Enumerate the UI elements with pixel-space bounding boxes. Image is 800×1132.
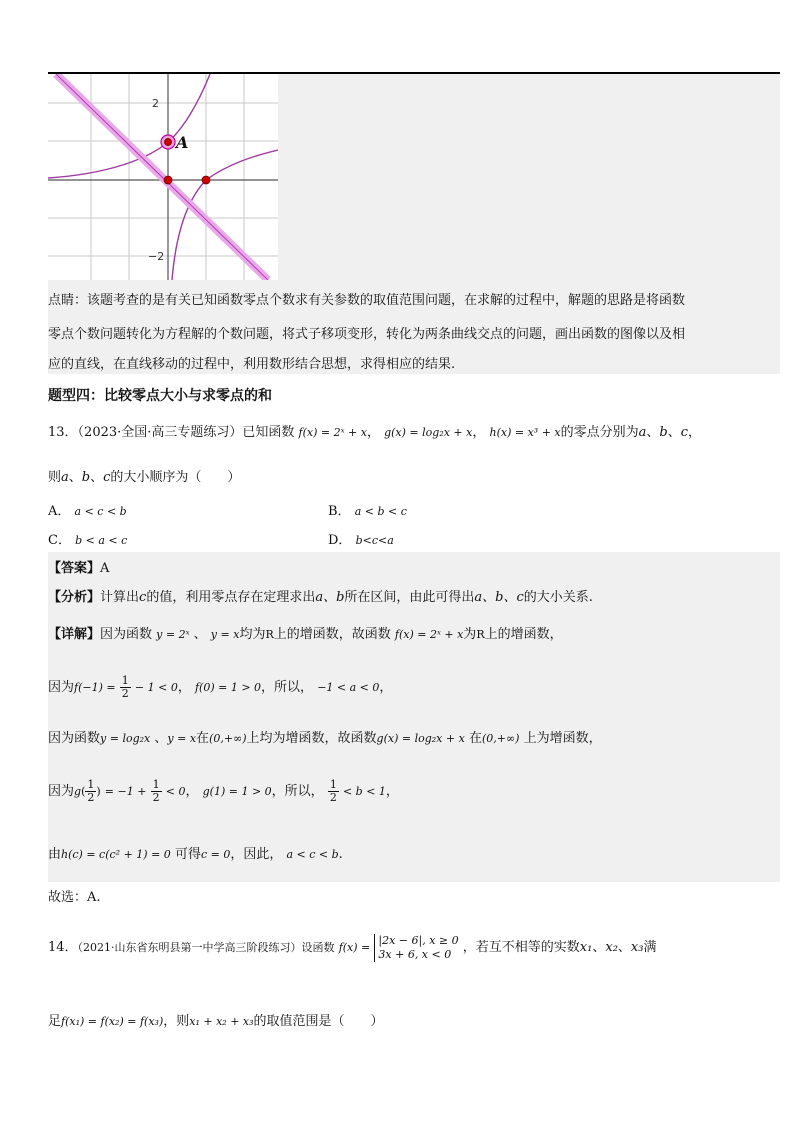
sep: 、 (592, 940, 606, 955)
detail-text: 上均为增函数，故函数 (246, 731, 377, 746)
detail-text: ，因此， (230, 847, 283, 862)
sep: 、 (68, 470, 82, 485)
var-c: c (103, 470, 111, 485)
piecewise-case-2: 3x + 6, x < 0 (378, 947, 452, 961)
answer-tag: 【答案】 (48, 561, 101, 576)
option-label: C． (48, 533, 71, 548)
q13-line2-post: 的大小顺序为（ ） (110, 470, 241, 485)
expr: x₁ + x₂ + x₃ (189, 1015, 254, 1028)
expr: g(x) = log₂x + x (376, 732, 465, 745)
hint-line-2: 零点个数问题转化为方程解的个数问题，将式子移项变形，转化为两条曲线交点的问题，画出函数的图像以及相 (48, 327, 686, 342)
expr: y = log₂x (100, 732, 151, 745)
tick-label-2: 2 (152, 97, 159, 110)
q13-line-2 (48, 469, 240, 487)
q13-line-1 (48, 424, 701, 442)
option-label: D． (328, 533, 352, 548)
option-label: B． (328, 504, 351, 519)
var-c: c (139, 590, 147, 605)
var-a: a (638, 425, 647, 440)
intersection-point-1 (164, 176, 172, 184)
expr: g(1) = 1 > 0 (202, 785, 272, 798)
denominator: 2 (87, 791, 95, 804)
sep: 、 (646, 425, 660, 440)
detail-text: 因为 (48, 784, 75, 799)
detail-text: ，所以， (271, 784, 324, 799)
sep: 、 (617, 940, 631, 955)
expr: f(0) = 1 > 0 (194, 681, 262, 694)
q13-g-def: g(x) = log₂x + x (384, 426, 473, 439)
detail-text: 上的增函数， (484, 627, 563, 642)
detail-text: 均为 (239, 627, 266, 642)
answer-value: A (100, 561, 110, 576)
detail-text: 可得 (174, 847, 201, 862)
function-graph (48, 74, 278, 280)
comma: ， (688, 425, 702, 440)
detail-line-5 (48, 846, 343, 864)
var-b: b (659, 425, 668, 440)
var-c: c (680, 425, 689, 440)
q14-source: （2021·山东省东明县第一中学高三阶段练习）设函数 (77, 941, 335, 954)
fraction (120, 675, 131, 700)
set-R: R (265, 628, 274, 641)
analysis-text: 所在区间，由此可得出 (344, 590, 475, 605)
analysis-line (48, 589, 593, 607)
q13-option-d[interactable] (328, 529, 394, 548)
analysis-tag: 【分析】 (48, 590, 101, 605)
detail-line-3 (48, 730, 602, 748)
section-title: 题型四：比较零点大小与求零点的和 (48, 388, 272, 404)
var-x1: x₁ (579, 940, 593, 955)
q14-text: ，则 (163, 1014, 190, 1029)
detail-line-2 (48, 674, 392, 702)
expr: y = 2ˣ (156, 628, 190, 641)
expr: = −1 + (104, 785, 147, 798)
detail-text: 、 (193, 627, 207, 642)
detail-text: ，所以， (261, 680, 314, 695)
expr: (0,+∞) (209, 732, 247, 745)
answer-line (48, 560, 109, 578)
graph-svg (48, 74, 278, 280)
set-R: R (476, 628, 485, 641)
q13-line2-pre: 则 (48, 470, 62, 485)
sep: 、 (667, 425, 681, 440)
fraction (85, 779, 96, 804)
expr: c = 0 (200, 848, 231, 861)
q14-text: 足 (48, 1014, 62, 1029)
var-abc: a、b、c (474, 590, 524, 605)
hint-line-1: 点睛：该题考查的是有关已知函数零点个数求有关参数的取值范围问题，在求解的过程中，解题的思路是将函数 (48, 293, 686, 308)
expr: h(c) = c(c² + 1) = 0 (61, 848, 171, 861)
q13-option-c[interactable] (48, 529, 127, 548)
detail-text: . (338, 847, 343, 862)
detail-tag: 【详解】 (48, 627, 101, 642)
expr: −1 < a < 0 (317, 681, 380, 694)
q13-h-def: h(x) = x³ + x (489, 426, 561, 439)
expr: − 1 < 0 (134, 681, 178, 694)
var-x2: x₂ (605, 940, 618, 955)
var-ab: a、b (315, 590, 345, 605)
q14-number: 14． (48, 940, 78, 955)
point-A (165, 139, 172, 146)
detail-text: 上为增函数， (523, 731, 602, 746)
denominator: 2 (152, 791, 160, 804)
var-x3: x₃ (630, 940, 644, 955)
detail-text: 在 (468, 731, 482, 746)
expr: < 0 (165, 785, 186, 798)
q13-option-b[interactable] (328, 500, 407, 519)
detail-line-4: 因为g( $\frac{1}{2}$ ) = −1 + $\frac{1}{2}$ < 0， g(1) = 1 > 0，所以， $\frac{1}{2}$ < b < 1， (48, 778, 399, 804)
q14-line-1 (48, 932, 656, 964)
q13-f-def: f(x) = 2ˣ + x (298, 426, 367, 439)
option-text: b < a < c (75, 534, 128, 547)
detail-text: 上的增函数，故函数 (273, 627, 391, 642)
label-A: A (176, 133, 189, 152)
detail-text: ， (177, 680, 191, 695)
analysis-text: 计算出 (100, 590, 140, 605)
log-curve (172, 150, 278, 280)
numerator: 1 (121, 674, 129, 687)
q13-source: （2023·全国·高三专题练习）已知函数 (77, 425, 295, 440)
q13-zeros-text: 的零点分别为 (560, 425, 639, 440)
tick-label-neg2: −2 (148, 250, 165, 263)
analysis-text: 的值，利用零点存在定理求出 (146, 590, 316, 605)
detail-text: 、 (154, 731, 168, 746)
expr: f(x₁) = f(x₂) = f(x₃) (61, 1015, 164, 1028)
detail-conclusion: 故选：A. (48, 890, 101, 905)
option-text: a < b < c (354, 505, 407, 518)
piecewise-brace (374, 934, 458, 962)
detail-text: 由 (48, 847, 62, 862)
numerator: 1 (329, 778, 337, 791)
sep: 、 (90, 470, 104, 485)
expr: y = x (210, 628, 240, 641)
option-label: A． (48, 504, 71, 519)
q13-option-a[interactable] (48, 500, 127, 519)
q13-number: 13． (48, 425, 78, 440)
expr: a < c < b (286, 848, 339, 861)
detail-text: 因为函数 (100, 627, 153, 642)
expr: y = x (167, 732, 197, 745)
numerator: 1 (87, 778, 95, 791)
var-b: b (81, 470, 91, 485)
q14-line-2 (48, 1013, 384, 1031)
hint-line-3: 应的直线，在直线移动的过程中，利用数形结合思想，求得相应的结果. (48, 357, 456, 372)
option-text: b<c<a (355, 534, 394, 547)
q14-text: ，若互不相等的实数 (462, 940, 580, 955)
detail-text: 在 (196, 731, 210, 746)
expr: < b < 1 (342, 785, 386, 798)
piecewise-case-1: |2x − 6|, x ≥ 0 (378, 933, 459, 947)
expr: g (74, 785, 82, 798)
denominator: 2 (329, 791, 337, 804)
detail-text: ， (379, 680, 393, 695)
denominator: 2 (121, 687, 129, 700)
q14-text: 满 (643, 940, 657, 955)
fraction (151, 779, 162, 804)
detail-text: ， (185, 784, 199, 799)
expr: f(x) = 2ˣ + x (394, 628, 464, 641)
expr: f(x) = (338, 941, 371, 954)
detail-line-1 (48, 626, 563, 644)
detail-text: 为 (463, 627, 477, 642)
expr: f(−1) = (74, 681, 116, 694)
analysis-text: 的大小关系. (523, 590, 593, 605)
option-text: a < c < b (74, 505, 127, 518)
var-a: a (61, 470, 69, 485)
detail-text: 因为函数 (48, 731, 101, 746)
numerator: 1 (152, 778, 160, 791)
expr: (0,+∞) (481, 732, 520, 745)
comma: ， (366, 425, 380, 440)
detail-text: ， (385, 784, 399, 799)
comma: ， (472, 425, 486, 440)
intersection-point-2 (202, 176, 210, 184)
detail-text: 因为 (48, 680, 75, 695)
q14-text: 的取值范围是（ ） (253, 1014, 384, 1029)
fraction (328, 779, 339, 804)
